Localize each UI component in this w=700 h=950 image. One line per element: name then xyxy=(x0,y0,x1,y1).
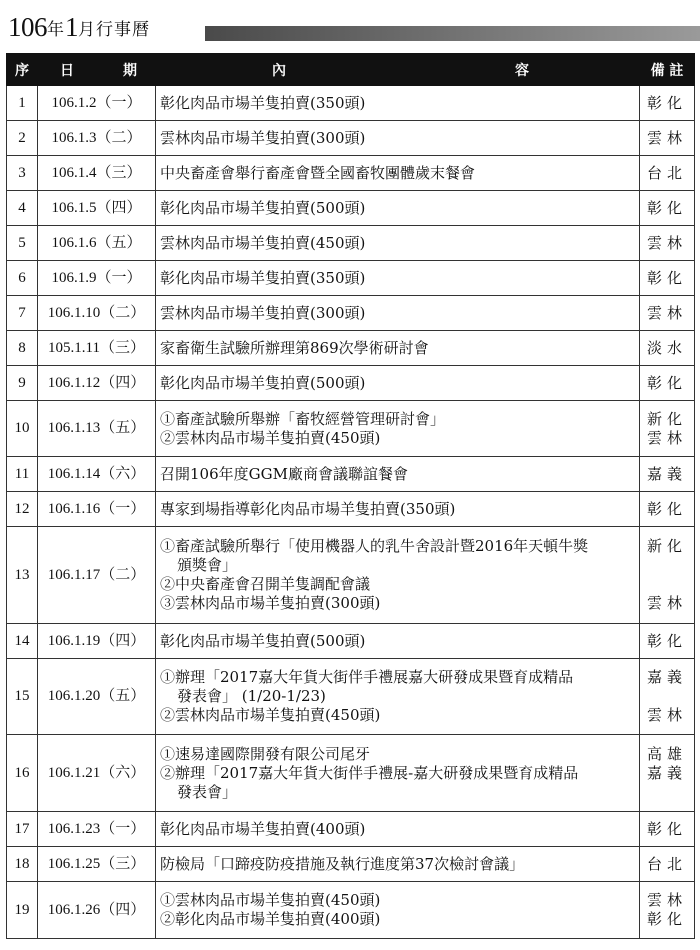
row-number: 10 xyxy=(7,401,38,457)
header-date xyxy=(38,54,156,86)
row-date: 106.1.3（二） xyxy=(38,121,156,156)
content-line: ③雲林肉品市場羊隻拍賣(300頭) xyxy=(160,594,381,612)
content-line: 雲林肉品市場羊隻拍賣(300頭) xyxy=(160,303,366,322)
note-line xyxy=(640,783,694,802)
content-line: ②雲林肉品市場羊隻拍賣(450頭) xyxy=(160,706,381,724)
row-number: 18 xyxy=(7,847,38,882)
content-line: 彰化肉品市場羊隻拍賣(400頭) xyxy=(160,819,366,838)
table-row xyxy=(7,366,695,401)
note-line: 台北 xyxy=(646,854,687,873)
row-number: 1 xyxy=(7,86,38,121)
row-note xyxy=(640,296,695,331)
content-line: 中央畜產會舉行畜產會暨全國畜牧團體歲末餐會 xyxy=(160,163,476,182)
content-line: ②彰化肉品市場羊隻拍賣(400頭) xyxy=(160,910,381,928)
note-line xyxy=(640,556,694,575)
row-date: 106.1.19（四） xyxy=(38,624,156,659)
content-line: ①速易達國際開發有限公司尾牙 xyxy=(160,744,371,763)
content-line: 彰化肉品市場羊隻拍賣(350頭) xyxy=(160,93,366,112)
content-line: ②中央畜產會召開羊隻調配會議 xyxy=(160,575,371,593)
row-number: 4 xyxy=(7,191,38,226)
row-note xyxy=(640,86,695,121)
note-line: 新化 xyxy=(646,409,687,428)
note-line: 彰化 xyxy=(646,631,687,650)
content-line: 彰化肉品市場羊隻拍賣(500頭) xyxy=(160,373,366,392)
row-note xyxy=(640,121,695,156)
row-content xyxy=(156,527,640,624)
content-line: 召開106年度GGM廠商會議聯誼餐會 xyxy=(160,464,408,483)
row-date: 106.1.14（六） xyxy=(38,457,156,492)
note-line: 雲林 xyxy=(646,128,687,147)
header-note: 備 註 xyxy=(640,54,695,86)
note-line: 彰化 xyxy=(646,373,687,392)
table-row xyxy=(7,735,695,812)
content-line: 發表會」 (1/20-1/23) xyxy=(177,687,326,705)
table-row xyxy=(7,527,695,624)
content-line: ①畜產試驗所舉辦「畜牧經營管理研討會」 xyxy=(160,409,446,428)
row-note xyxy=(640,226,695,261)
table-row xyxy=(7,624,695,659)
table-row xyxy=(7,847,695,882)
note-line: 彰化 xyxy=(646,910,687,928)
schedule-table xyxy=(6,53,695,939)
header-date-2: 期 xyxy=(123,62,137,79)
row-content xyxy=(156,882,640,939)
row-note xyxy=(640,156,695,191)
row-number: 19 xyxy=(7,882,38,939)
content-line: 頒獎會」 xyxy=(177,556,238,574)
header-content-2: 容 xyxy=(515,62,529,79)
note-line: 雲林 xyxy=(646,891,687,909)
table-row xyxy=(7,659,695,735)
row-date: 106.1.23（一） xyxy=(38,812,156,847)
row-content xyxy=(156,121,640,156)
row-number: 15 xyxy=(7,659,38,735)
content-line: ①畜產試驗所舉行「使用機器人的乳牛舍設計暨2016年天頓牛獎 xyxy=(160,537,589,555)
table-row xyxy=(7,156,695,191)
row-number: 6 xyxy=(7,261,38,296)
content-line: 防檢局「口蹄疫防疫措施及執行進度第37次檢討會議」 xyxy=(160,854,525,873)
title-suffix: 月行事曆 xyxy=(78,20,150,40)
content-line: 彰化肉品市場羊隻拍賣(500頭) xyxy=(160,198,366,217)
note-line xyxy=(640,687,694,706)
row-number: 9 xyxy=(7,366,38,401)
row-note xyxy=(640,882,695,939)
table-row xyxy=(7,86,695,121)
row-note xyxy=(640,331,695,366)
table-row xyxy=(7,226,695,261)
row-note xyxy=(640,812,695,847)
row-content xyxy=(156,86,640,121)
note-line: 雲林 xyxy=(646,594,687,612)
row-number: 13 xyxy=(7,527,38,624)
note-line xyxy=(640,575,694,594)
row-number: 3 xyxy=(7,156,38,191)
row-note xyxy=(640,366,695,401)
table-row xyxy=(7,331,695,366)
row-note xyxy=(640,624,695,659)
content-line: 專家到場指導彰化肉品市場羊隻拍賣(350頭) xyxy=(160,499,456,518)
note-line: 嘉義 xyxy=(646,763,687,782)
row-number: 5 xyxy=(7,226,38,261)
table-row xyxy=(7,457,695,492)
note-line: 雲林 xyxy=(646,303,687,322)
row-date: 106.1.12（四） xyxy=(38,366,156,401)
row-note xyxy=(640,401,695,457)
content-line: ①雲林肉品市場羊隻拍賣(450頭) xyxy=(160,891,381,909)
header-content xyxy=(156,54,640,86)
table-row xyxy=(7,191,695,226)
row-date: 106.1.9（一） xyxy=(38,261,156,296)
row-note xyxy=(640,191,695,226)
row-date: 106.1.5（四） xyxy=(38,191,156,226)
row-content xyxy=(156,261,640,296)
row-date: 106.1.25（三） xyxy=(38,847,156,882)
row-date: 106.1.26（四） xyxy=(38,882,156,939)
row-number: 16 xyxy=(7,735,38,812)
content-line: 家畜衛生試驗所辦理第869次學術研討會 xyxy=(160,338,429,357)
row-content xyxy=(156,847,640,882)
note-line: 雲林 xyxy=(646,428,687,447)
content-line: 彰化肉品市場羊隻拍賣(500頭) xyxy=(160,631,366,650)
content-line: 彰化肉品市場羊隻拍賣(350頭) xyxy=(160,268,366,287)
title-decor-bar xyxy=(205,26,700,41)
row-note xyxy=(640,735,695,812)
title-year: 106 xyxy=(8,12,47,42)
note-line: 新化 xyxy=(646,537,687,555)
row-content xyxy=(156,624,640,659)
table-row xyxy=(7,296,695,331)
note-line: 彰化 xyxy=(646,499,687,518)
row-date: 106.1.6（五） xyxy=(38,226,156,261)
note-line: 高雄 xyxy=(646,744,687,763)
note-line: 雲林 xyxy=(646,233,687,252)
header-no: 序 xyxy=(7,54,38,86)
row-content xyxy=(156,812,640,847)
row-note xyxy=(640,847,695,882)
row-number: 11 xyxy=(7,457,38,492)
row-content xyxy=(156,659,640,735)
note-line: 台北 xyxy=(646,163,687,182)
row-content xyxy=(156,296,640,331)
row-content xyxy=(156,735,640,812)
row-date: 106.1.16（一） xyxy=(38,492,156,527)
row-number: 2 xyxy=(7,121,38,156)
table-row xyxy=(7,492,695,527)
row-date: 106.1.4（三） xyxy=(38,156,156,191)
row-content xyxy=(156,156,640,191)
content-line: ②雲林肉品市場羊隻拍賣(450頭) xyxy=(160,428,381,447)
row-content xyxy=(156,366,640,401)
row-date: 105.1.11（三） xyxy=(38,331,156,366)
header-row xyxy=(7,54,695,86)
title-month: 1 xyxy=(65,12,78,42)
row-note xyxy=(640,527,695,624)
row-content xyxy=(156,226,640,261)
content-line: ②辦理「2017嘉大年貨大街伴手禮展-嘉大研發成果暨育成精品 xyxy=(160,763,579,782)
title-year-unit: 年 xyxy=(47,20,65,40)
row-content xyxy=(156,401,640,457)
row-date: 106.1.13（五） xyxy=(38,401,156,457)
content-line: 雲林肉品市場羊隻拍賣(300頭) xyxy=(160,128,366,147)
row-date: 106.1.17（二） xyxy=(38,527,156,624)
content-line: 發表會」 xyxy=(177,782,238,801)
row-content xyxy=(156,492,640,527)
row-content xyxy=(156,191,640,226)
row-note xyxy=(640,457,695,492)
table-row xyxy=(7,401,695,457)
row-date: 106.1.10（二） xyxy=(38,296,156,331)
row-note xyxy=(640,261,695,296)
note-line: 彰化 xyxy=(646,198,687,217)
row-number: 8 xyxy=(7,331,38,366)
table-row xyxy=(7,121,695,156)
table-row xyxy=(7,261,695,296)
row-date: 106.1.20（五） xyxy=(38,659,156,735)
row-number: 17 xyxy=(7,812,38,847)
note-line: 雲林 xyxy=(646,706,687,724)
note-line: 彰化 xyxy=(646,93,687,112)
row-note xyxy=(640,492,695,527)
row-content xyxy=(156,331,640,366)
table-row xyxy=(7,882,695,939)
content-line: 雲林肉品市場羊隻拍賣(450頭) xyxy=(160,233,366,252)
header-date-1: 日 xyxy=(60,62,74,79)
note-line: 彰化 xyxy=(646,268,687,287)
row-date: 106.1.2（一） xyxy=(38,86,156,121)
header-content-1: 內 xyxy=(272,62,286,79)
row-content xyxy=(156,457,640,492)
row-number: 14 xyxy=(7,624,38,659)
note-line: 嘉義 xyxy=(646,464,687,483)
table-row xyxy=(7,812,695,847)
note-line: 彰化 xyxy=(646,819,687,838)
row-number: 12 xyxy=(7,492,38,527)
row-number: 7 xyxy=(7,296,38,331)
note-line: 嘉義 xyxy=(646,668,687,686)
content-line: ①辦理「2017嘉大年貨大街伴手禮展嘉大研發成果暨育成精品 xyxy=(160,668,574,686)
row-note xyxy=(640,659,695,735)
page-title xyxy=(8,6,150,42)
row-date: 106.1.21（六） xyxy=(38,735,156,812)
note-line: 淡水 xyxy=(646,338,687,357)
